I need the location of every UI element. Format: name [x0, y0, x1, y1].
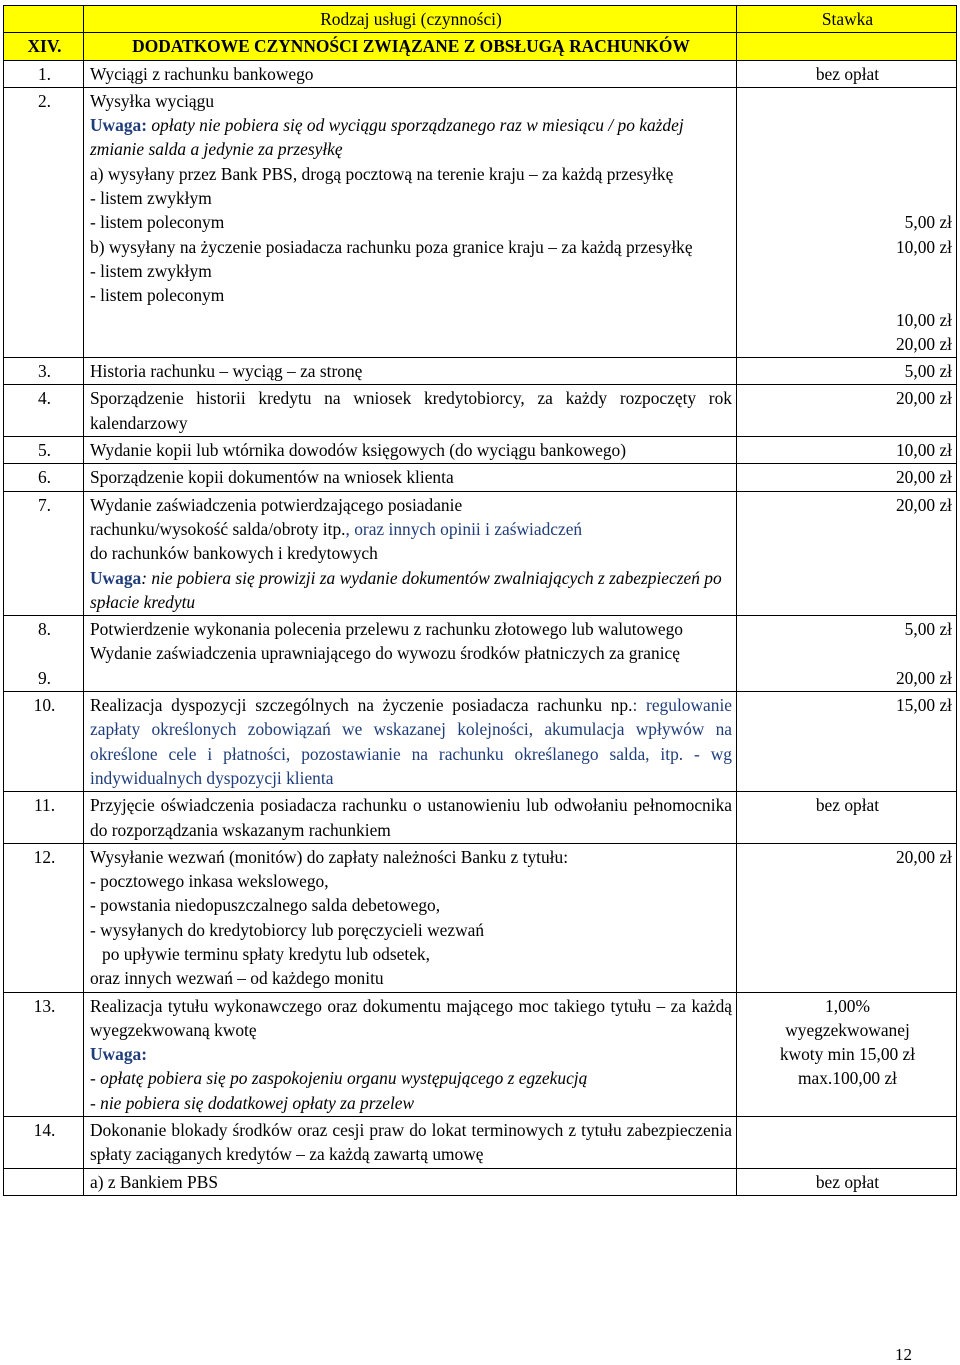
- desc-line: Wydanie zaświadczenia potwierdzającego posiadanie: [90, 494, 463, 515]
- rate-line: max.100,00 zł: [797, 1068, 897, 1089]
- row-number: 1.: [4, 60, 84, 87]
- table-row: [4, 437, 957, 464]
- row-number: 14.: [4, 1117, 84, 1169]
- row-number: 6.: [4, 464, 84, 491]
- note-label: Uwaga:: [90, 1044, 147, 1065]
- page-number: 12: [895, 1345, 912, 1364]
- fee-table: [3, 5, 957, 1196]
- row-description: [84, 491, 737, 615]
- sub-item-a1: - listem zwykłym: [90, 188, 212, 209]
- row-description: Przyjęcie oświadczenia posiadacza rachunku o ustanowieniu lub odwołaniu pełnomocnika do rozporządzania wskazanym rachunkiem: [84, 792, 737, 844]
- rate-line: wyegzekwowanej: [785, 1019, 910, 1040]
- desc-line: oraz innych wezwań – od każdego monitu: [90, 968, 384, 989]
- row-rate: 15,00 zł: [737, 692, 957, 792]
- table-row: [4, 843, 957, 992]
- row-description: [84, 843, 737, 992]
- desc-line: - powstania niedopuszczalnego salda debetowego,: [90, 895, 441, 916]
- row-description: Historia rachunku – wyciąg – za stronę: [84, 358, 737, 385]
- row-rate: bez opłat: [737, 60, 957, 87]
- header-rate: Stawka: [737, 6, 957, 33]
- row-number: [4, 1168, 84, 1195]
- row-number: 5.: [4, 437, 84, 464]
- row-rate-9: 20,00 zł: [895, 667, 952, 688]
- row-description: [84, 992, 737, 1116]
- table-row: [4, 992, 957, 1116]
- table-row: [4, 1168, 957, 1195]
- row-description: Wyciągi z rachunku bankowego: [84, 60, 737, 87]
- row-description: a) z Bankiem PBS: [84, 1168, 737, 1195]
- desc-line: do rachunków bankowych i kredytowych: [90, 543, 378, 564]
- row-title: Wysyłka wyciągu: [90, 90, 215, 111]
- row-rate: 10,00 zł: [737, 437, 957, 464]
- row-number-9: 9.: [37, 667, 52, 688]
- table-header-row: [4, 6, 957, 33]
- table-row: [4, 358, 957, 385]
- row-description-8: Potwierdzenie wykonania polecenia przelewu z rachunku złotowego lub walutowego: [90, 619, 684, 640]
- sub-item-a2: - listem poleconym: [90, 212, 225, 233]
- desc-line: po upływie terminu spłaty kredytu lub odsetek,: [102, 943, 430, 964]
- row-rate: bez opłat: [737, 792, 957, 844]
- row-rate: [737, 616, 957, 692]
- rate-line: kwoty min 15,00 zł: [779, 1044, 916, 1065]
- note-label: Uwaga:: [90, 115, 147, 136]
- row-number-8: 8.: [37, 619, 52, 640]
- rate-a1: 5,00 zł: [904, 212, 952, 233]
- row-description: [84, 692, 737, 792]
- sub-item-b2: - listem poleconym: [90, 285, 225, 306]
- row-number: 10.: [4, 692, 84, 792]
- table-row: [4, 792, 957, 844]
- sub-item-b1: - listem zwykłym: [90, 260, 212, 281]
- rate-line: 1,00%: [825, 995, 870, 1016]
- table-row: [4, 1117, 957, 1169]
- row-number: 11.: [4, 792, 84, 844]
- desc-line: - wysyłanych do kredytobiorcy lub poręczycieli wezwań: [90, 919, 485, 940]
- row-number: 12.: [4, 843, 84, 992]
- row-description: Wydanie kopii lub wtórnika dowodów księgowych (do wyciągu bankowego): [84, 437, 737, 464]
- note-label: Uwaga: [90, 567, 142, 588]
- table-row: [4, 385, 957, 437]
- desc-line: rachunku/wysokość salda/obroty itp.: [90, 518, 346, 539]
- row-rate: [737, 992, 957, 1116]
- desc-part: Realizacja dyspozycji szczególnych na życzenie posiadacza rachunku np.: [90, 695, 633, 716]
- row-rate: 5,00 zł: [737, 358, 957, 385]
- row-description: Sporządzenie kopii dokumentów na wniosek klienta: [84, 464, 737, 491]
- row-rate: bez opłat: [737, 1168, 957, 1195]
- note-text: opłaty nie pobiera się od wyciągu sporządzanego raz w miesiącu / po każdej zmianie salda a jedynie za przesyłkę: [90, 115, 684, 160]
- row-number: 3.: [4, 358, 84, 385]
- section-title: DODATKOWE CZYNNOŚCI ZWIĄZANE Z OBSŁUGĄ RACHUNKÓW: [84, 33, 737, 60]
- table-row: [4, 692, 957, 792]
- rate-b1: 10,00 zł: [895, 309, 952, 330]
- table-row: [4, 60, 957, 87]
- row-rate: 20,00 zł: [737, 464, 957, 491]
- row-number: [4, 616, 84, 692]
- sub-item-a: a) wysyłany przez Bank PBS, drogą pocztową na terenie kraju – za każdą przesyłkę: [90, 163, 674, 184]
- row-description: Sporządzenie historii kredytu na wniosek kredytobiorcy, za każdy rozpoczęty rok kalendarzowy: [84, 385, 737, 437]
- table-row: [4, 616, 957, 692]
- row-rate: [737, 87, 957, 357]
- row-number: 7.: [4, 491, 84, 615]
- row-rate: 20,00 zł: [737, 385, 957, 437]
- header-num: [4, 6, 84, 33]
- desc-line: Wysyłanie wezwań (monitów) do zapłaty należności Banku z tytułu:: [90, 846, 569, 867]
- row-number: 13.: [4, 992, 84, 1116]
- row-rate: 20,00 zł: [737, 491, 957, 615]
- row-rate: 20,00 zł: [737, 843, 957, 992]
- note-text: : nie pobiera się prowizji za wydanie dokumentów zwalniających z zabezpieczeń po spłacie kredytu: [90, 567, 722, 612]
- rate-b2: 20,00 zł: [895, 333, 952, 354]
- row-description: [84, 616, 737, 692]
- note-text: - nie pobiera się dodatkowej opłaty za przelew: [90, 1092, 415, 1113]
- row-number: 2.: [4, 87, 84, 357]
- section-row: [4, 33, 957, 60]
- note-text: - opłatę pobiera się po zaspokojeniu organu występującego z egzekucją: [90, 1068, 588, 1089]
- table-row: [4, 87, 957, 357]
- desc-line: - pocztowego inkasa wekslowego,: [90, 871, 329, 892]
- table-row: [4, 464, 957, 491]
- row-rate: [737, 1117, 957, 1169]
- row-rate-8: 5,00 zł: [904, 619, 952, 640]
- desc-line: Realizacja tytułu wykonawczego oraz dokumentu mającego moc takiego tytułu – za każdą wyegzekwowaną kwotę: [90, 995, 732, 1040]
- rate-a2: 10,00 zł: [895, 236, 952, 257]
- sub-item-b: b) wysyłany na życzenie posiadacza rachunku poza granice kraju – za każdą przesyłkę: [90, 236, 693, 257]
- row-number: 4.: [4, 385, 84, 437]
- section-rate-cell: [737, 33, 957, 60]
- desc-line-cont: , oraz innych opinii i zaświadczeń: [345, 518, 583, 539]
- row-description: [84, 87, 737, 357]
- header-service: Rodzaj usługi (czynności): [84, 6, 737, 33]
- row-description: Dokonanie blokady środków oraz cesji praw do lokat terminowych z tytułu zabezpieczenia spłaty zaciąganych kredytów – za każdą zawartą umowę: [84, 1117, 737, 1169]
- table-row: [4, 491, 957, 615]
- section-number: XIV.: [4, 33, 84, 60]
- desc-part-cont: : regulowanie zapłaty określonych zobowiązań we wskazanej kolejności, akumulacja wpływów na określone cele i płatności, pozostawianie na rachunku określanego salda, itp. - wg indywidualnych dyspozycji klienta: [90, 695, 732, 788]
- row-description-9: Wydanie zaświadczenia uprawniającego do wywozu środków płatniczych za granicę: [90, 643, 680, 664]
